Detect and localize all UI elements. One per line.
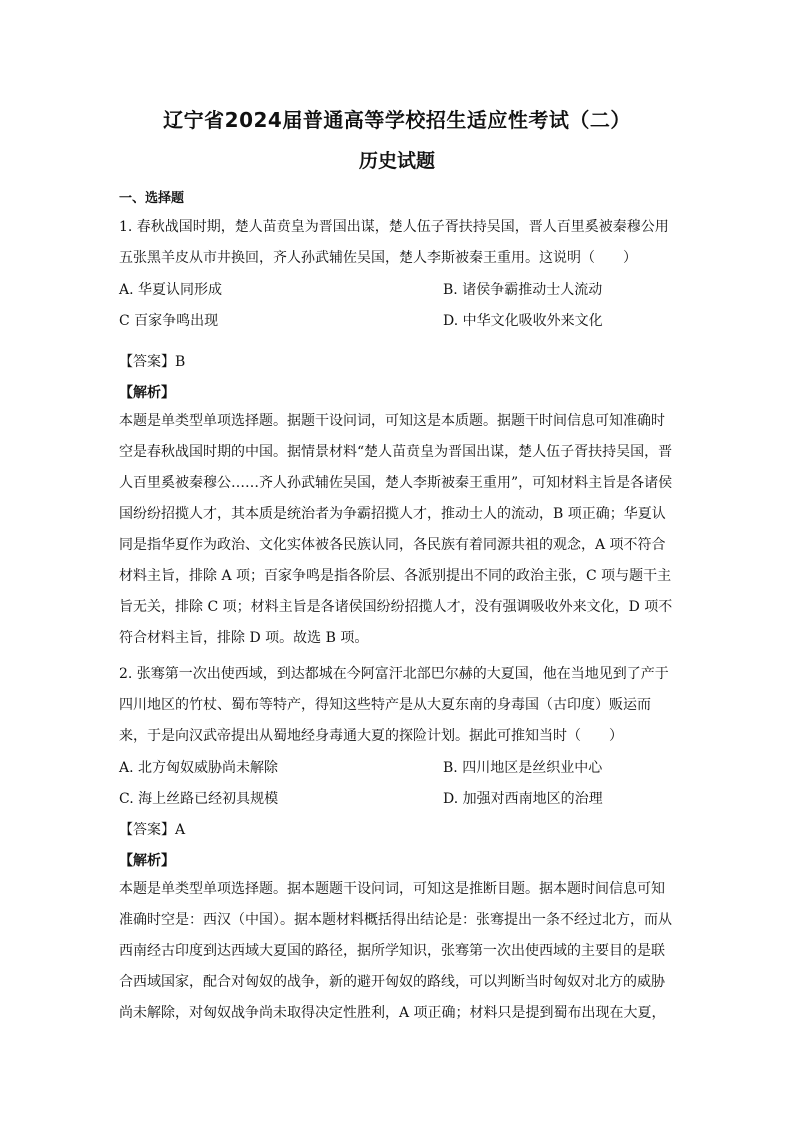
analysis-line: 尚未解除，对匈奴战争尚未取得决定性胜利，A 项正确；材料只是提到蜀布出现在大夏， — [119, 1005, 666, 1021]
question-line: 来，于是向汉武帝提出从蜀地经身毒通大夏的探险计划。据此可推知当时（ ） — [119, 728, 623, 744]
analysis-line: 同是指华夏作为政治、文化实体被各民族认同，各民族有着同源共祖的观念，A 项不符合 — [119, 537, 666, 553]
question-line: 五张黑羊皮从市井换回，齐人孙武辅佐吴国，楚人李斯被秦王重用。这说明（ ） — [119, 250, 637, 266]
analysis-line: 空是春秋战国时期的中国。据情景材料“楚人苗贲皇为晋国出谋，楚人伍子胥扶持吴国，晋 — [119, 444, 673, 460]
analysis-line: 国纷纷招揽人才，其本质是统治者为争霸招揽人才，推动士人的流动，B 项正确；华夏认 — [119, 506, 666, 522]
option-a: A. 北方匈奴威胁尚未解除 — [119, 760, 279, 776]
section-heading: 一、选择题 — [119, 191, 185, 206]
analysis-line: 材料主旨，排除 A 项；百家争鸣是指各阶层、各派别提出不同的政治主张，C 项与题干主 — [119, 568, 672, 584]
analysis-line: 准确时空是：西汉（中国）。据本题材料概括得出结论是：张骞提出一条不经过北方，而从 — [119, 912, 672, 928]
analysis-line: 人百里奚被秦穆公……齐人孙武辅佐吴国，楚人李斯被秦王重用”，可知材料主旨是各诸侯 — [119, 475, 673, 491]
analysis-line: 本题是单类型单项选择题。据本题题干设问词，可知这是推断目题。据本题时间信息可知 — [119, 881, 665, 897]
option-a: A. 华夏认同形成 — [119, 282, 223, 298]
analysis-line: 本题是单类型单项选择题。据题干设问词，可知这是本质题。据题干时间信息可知准确时 — [119, 413, 665, 429]
analysis-line: 符合材料主旨，排除 D 项。故选 B 项。 — [119, 630, 369, 646]
question-line: 1. 春秋战国时期，楚人苗贲皇为晋国出谋，楚人伍子胥扶持吴国，晋人百里奚被秦穆公用 — [119, 219, 669, 235]
analysis-label: 【解析】 — [119, 385, 175, 401]
question-line: 四川地区的竹杖、蜀布等特产，得知这些特产是从大夏东南的身毒国（古印度）贩运而 — [119, 697, 651, 713]
analysis-line: 旨无关，排除 C 项；材料主旨是各诸侯国纷纷招揽人才，没有强调吸收外来文化，D 项不 — [119, 599, 673, 615]
answer-label: 【答案】B — [119, 354, 186, 370]
question-line: 2. 张骞第一次出使西域，到达都城在今阿富汗北部巴尔赫的大夏国，他在当地见到了产于 — [119, 666, 669, 682]
page-title: 辽宁省2024届普通高等学校招生适应性考试（二） — [163, 108, 631, 132]
answer-label: 【答案】A — [119, 822, 186, 838]
option-c: C. 海上丝路已经初具规模 — [119, 791, 279, 807]
page-subtitle: 历史试题 — [358, 150, 435, 172]
option-c: C 百家争鸣出现 — [119, 313, 219, 329]
analysis-line: 合西域国家，配合对匈奴的战争，新的避开匈奴的路线，可以判断当时匈奴对北方的威胁 — [119, 974, 665, 990]
option-d: D. 加强对西南地区的治理 — [443, 791, 603, 807]
analysis-line: 西南经古印度到达西域大夏国的路径，据所学知识，张骞第一次出使西域的主要目的是联 — [119, 943, 665, 959]
option-b: B. 诸侯争霸推动士人流动 — [443, 282, 603, 298]
option-d: D. 中华文化吸收外来文化 — [443, 313, 603, 329]
analysis-label: 【解析】 — [119, 853, 175, 869]
option-b: B. 四川地区是丝织业中心 — [443, 760, 603, 776]
